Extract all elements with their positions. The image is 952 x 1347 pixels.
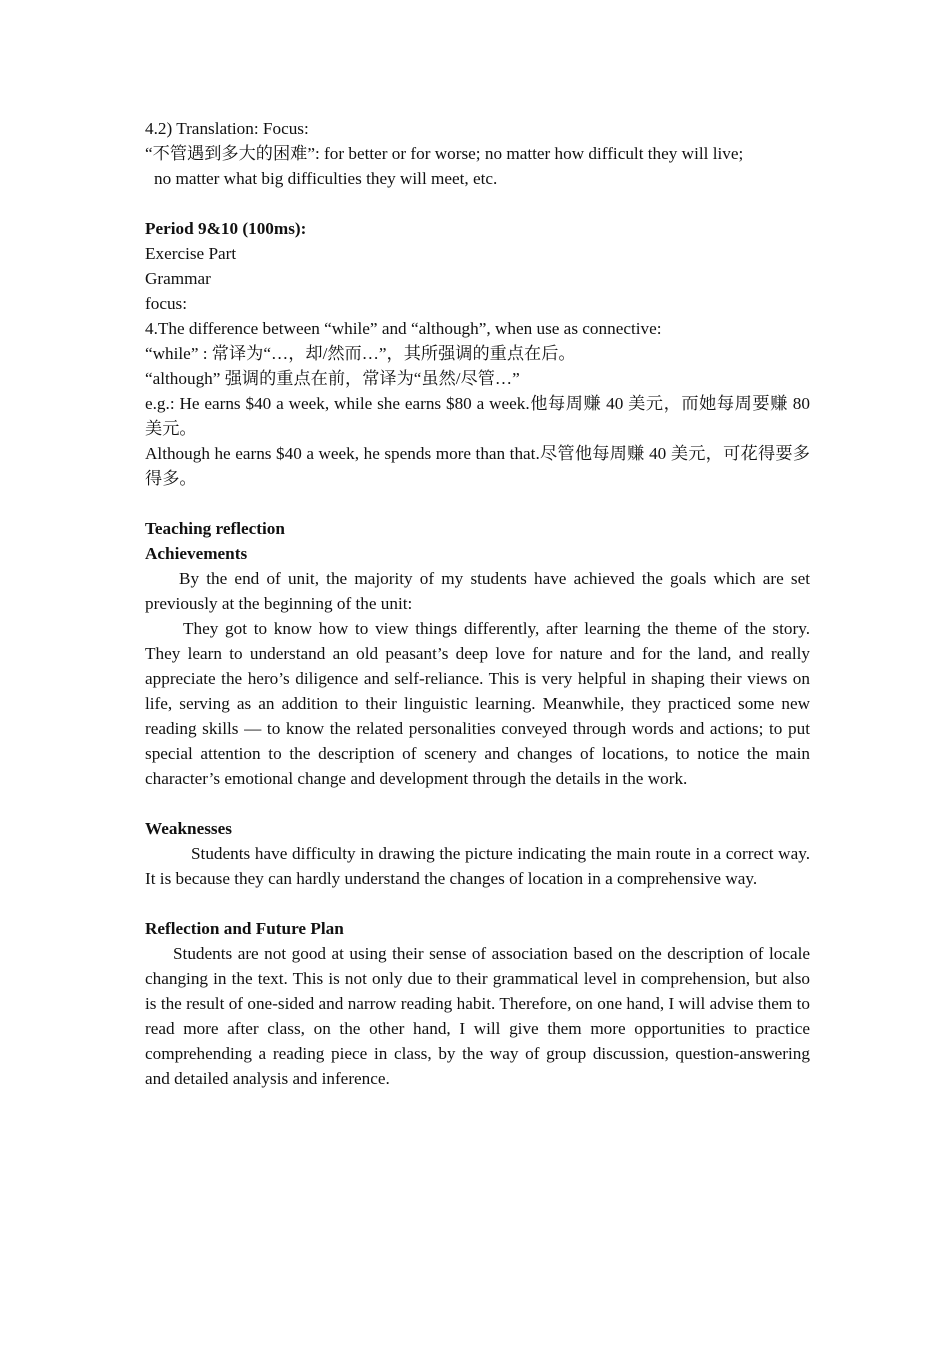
although-note: “although” 强调的重点在前，常译为“虽然/尽管…” xyxy=(145,369,520,388)
weaknesses-heading: Weaknesses xyxy=(145,819,232,838)
document-page xyxy=(145,116,810,1091)
translation-heading: 4.2) Translation: Focus: xyxy=(145,119,309,138)
spacer xyxy=(145,891,810,916)
achievements-paragraph-1: By the end of unit, the majority of my students have achieved the goals which are set previously at the beginning of the unit: xyxy=(145,569,810,613)
translation-line-1: “不管遇到多大的困难”: for better or for worse; no matter how difficult they will live; xyxy=(145,144,744,163)
future-plan-heading: Reflection and Future Plan xyxy=(145,919,344,938)
future-plan-paragraph: Students are not good at using their sense of association based on the description of locale changing in the text. This is not only due to their grammatical level in comprehension, but also is the result of one-sided and narrow reading habit. Therefore, on one hand, I will advise them to read more after class, on the other hand, I will give them more opportunities to practice comprehending a reading piece in class, by the way of group discussion, question-answering and detailed analysis and inference. xyxy=(145,944,810,1088)
grammar-label: Grammar xyxy=(145,269,211,288)
spacer xyxy=(145,491,810,516)
grammar-point-4: 4.The difference between “while” and “although”, when use as connective: xyxy=(145,319,662,338)
spacer xyxy=(145,191,810,216)
weaknesses-paragraph: Students have difficulty in drawing the picture indicating the main route in a correct way. It is because they can hardly understand the changes of location in a comprehensive way. xyxy=(145,844,810,888)
teaching-reflection-heading: Teaching reflection xyxy=(145,519,285,538)
achievements-paragraph-2: They got to know how to view things differently, after learning the theme of the story. They learn to understand an old peasant’s deep love for nature and for the land, and really appreciate the hero’s diligence and self-reliance. This is very helpful in shaping their views on life, serving as an addition to their linguistic learning. Meanwhile, they practiced some new reading skills — to know the related personalities conveyed through words and actions; to put special attention to the description of scenery and changes of locations, to notice the main character’s emotional change and development through the details in the work. xyxy=(145,619,810,788)
while-note: “while” : 常译为“…，却/然而…”，其所强调的重点在后。 xyxy=(145,344,576,363)
example-1: e.g.: He earns $40 a week, while she earns $80 a week.他每周赚 40 美元，而她每周要赚 80 美元。 xyxy=(145,394,810,438)
exercise-part-label: Exercise Part xyxy=(145,244,237,263)
focus-label: focus: xyxy=(145,294,188,313)
spacer xyxy=(145,791,810,816)
achievements-heading: Achievements xyxy=(145,544,248,563)
example-2: Although he earns $40 a week, he spends more than that.尽管他每周赚 40 美元，可花得要多得多。 xyxy=(145,444,810,488)
translation-line-2: no matter what big difficulties they will meet, etc. xyxy=(154,169,498,188)
period-heading: Period 9&10 (100ms): xyxy=(145,219,307,238)
